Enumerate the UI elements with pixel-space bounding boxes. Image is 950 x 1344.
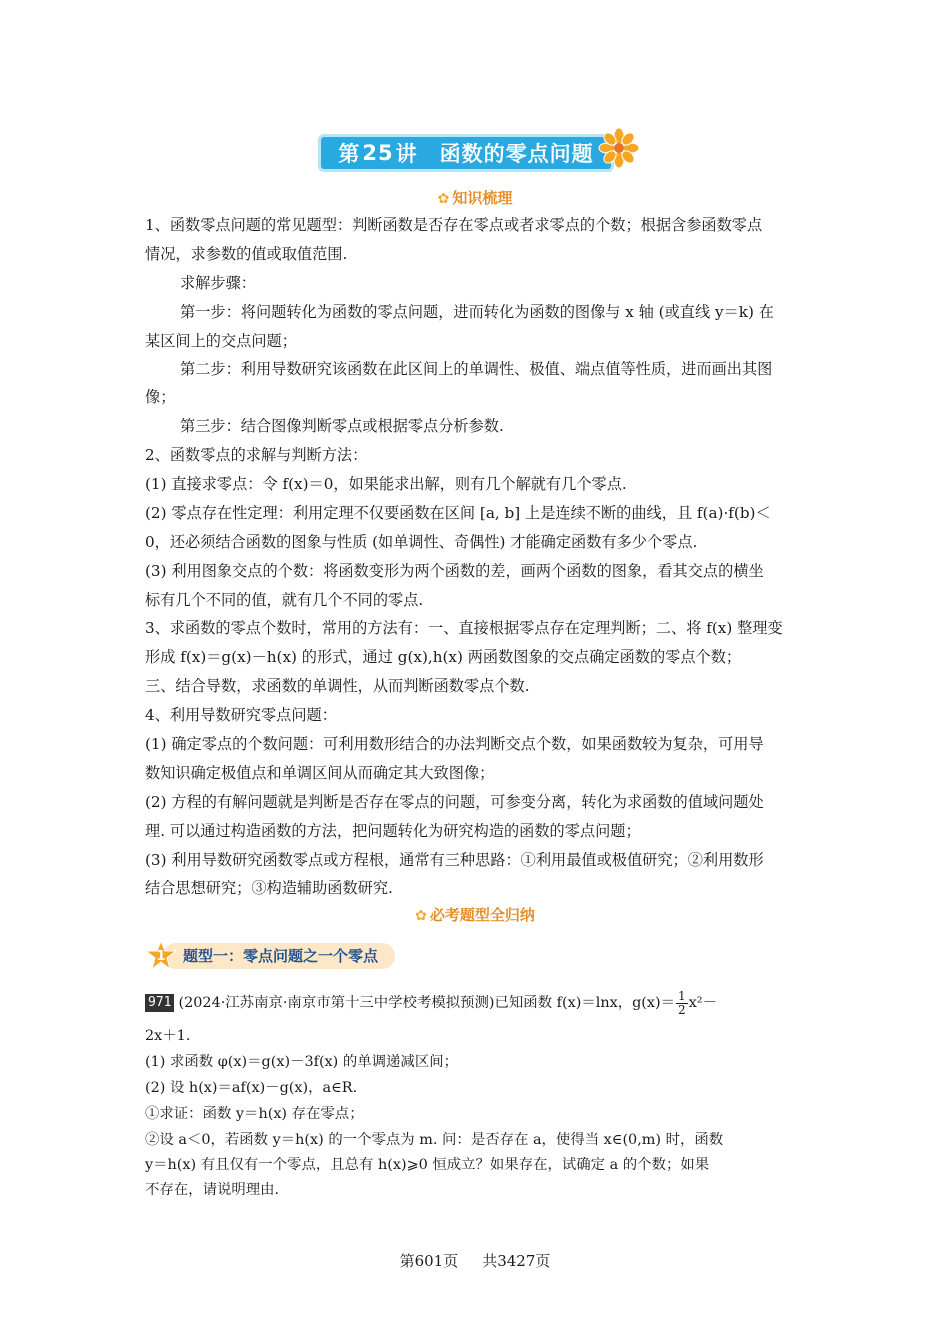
total-pages: 共3427页 xyxy=(482,1252,551,1270)
type-banner xyxy=(145,940,395,972)
body-line: 3、求函数的零点个数时，常用的方法有：一、直接根据零点存在定理判断；二、将 f(x) 整理变 xyxy=(145,619,783,637)
body-line: (3) 利用导数研究函数零点或方程根，通常有三种思路：①利用最值或极值研究；②利用数形 xyxy=(145,851,764,869)
flower-icon xyxy=(595,126,639,170)
problem-part-2: (2) 设 h(x)＝af(x)－g(x)，a∈R. xyxy=(145,1080,358,1096)
page-number: 第601页 xyxy=(399,1252,459,1270)
problem-sub-2a: ②设 a＜0，若函数 y＝h(x) 的一个零点为 m. 问：是否存在 a，使得当 x∈(0,m) 时，函数 xyxy=(145,1132,724,1148)
body-line: 求解步骤： xyxy=(180,274,256,292)
body-line: 第一步：将问题转化为函数的零点问题，进而转化为函数的图像与 x 轴 (或直线 y＝k) 在 xyxy=(180,303,774,321)
lecture-number: 25 xyxy=(362,141,394,165)
body-line: 情况，求参数的值或取值范围. xyxy=(145,245,348,263)
page-footer xyxy=(0,1250,950,1271)
body-line: 4、利用导数研究零点问题： xyxy=(145,706,337,724)
body-line: 结合思想研究；③构造辅助函数研究. xyxy=(145,879,393,897)
type-number: 1 xyxy=(156,949,166,964)
body-line: 数知识确定极值点和单调区间从而确定其大致图像； xyxy=(145,764,495,782)
lecture-title-banner xyxy=(318,134,614,172)
problem-sub-1: ①求证：函数 y＝h(x) 存在零点； xyxy=(145,1106,364,1122)
body-line: 三、结合导数，求函数的单调性，从而判断函数零点个数. xyxy=(145,677,530,695)
problem-part-1: (1) 求函数 φ(x)＝g(x)－3f(x) 的单调递减区间； xyxy=(145,1054,458,1070)
fraction: $\frac{1}{2}$ xyxy=(678,988,686,1017)
lecture-suffix: 讲 xyxy=(395,142,418,166)
body-line: 理. 可以通过构造函数的方法，把问题转化为研究构造的函数的零点问题； xyxy=(145,822,641,840)
body-line: (1) 直接求零点：令 f(x)＝0，如果能求出解，则有几个解就有几个零点. xyxy=(145,475,627,493)
problem-sub-2b: y＝h(x) 有且仅有一个零点，且总有 h(x)⩾0 恒成立？如果存在，试确定 a 的个数；如果 xyxy=(145,1157,710,1173)
body-line: (3) 利用图象交点的个数：将函数变形为两个函数的差，画两个函数的图象，看其交点的横坐 xyxy=(145,562,764,580)
body-line: 2、函数零点的求解与判断方法： xyxy=(145,446,368,464)
type-label: 题型一：零点问题之一个零点 xyxy=(183,947,379,965)
knowledge-heading: ✿ 知识梳理 xyxy=(437,189,513,207)
body-line: (2) 方程的有解问题就是判断是否存在零点的问题，可参变分离，转化为求函数的值域问题处 xyxy=(145,793,764,811)
body-line: 形成 f(x)＝g(x)－h(x) 的形式，通过 g(x),h(x) 两函数图象的交点确定函数的零点个数； xyxy=(145,648,742,666)
body-line: (1) 确定零点的个数问题：可利用数形结合的办法判断交点个数，如果函数较为复杂，可用导 xyxy=(145,735,764,753)
problem-line-2: 2x＋1. xyxy=(145,1028,191,1044)
problem-line-1: 971 (2024·江苏南京·南京市第十三中学校考模拟预测)已知函数 f(x)＝lnx，g(x)＝ $\frac{1}{2}$ x²－ xyxy=(145,989,810,1018)
flower-small-icon: ✿ xyxy=(437,191,450,207)
types-heading: ✿ 必考题型全归纳 xyxy=(415,906,535,924)
lecture-topic: 函数的零点问题 xyxy=(439,142,594,166)
flower-small-icon: ✿ xyxy=(415,908,427,924)
body-line: 某区间上的交点问题； xyxy=(145,332,297,350)
problem-number: 971 xyxy=(145,994,174,1012)
body-line: 1、函数零点问题的常见题型：判断函数是否存在零点或者求零点的个数；根据含参函数零点 xyxy=(145,216,763,234)
body-line: 标有几个不同的值，就有几个不同的零点. xyxy=(145,591,424,609)
lecture-prefix: 第 xyxy=(338,142,361,166)
problem-sub-2c: 不存在，请说明理由. xyxy=(145,1182,280,1198)
body-line: 第三步：结合图像判断零点或根据零点分析参数. xyxy=(180,417,504,435)
body-line: (2) 零点存在性定理：利用定理不仅要函数在区间 [a, b] 上是连续不断的曲线，且 f(a)·f(b)＜ xyxy=(145,504,771,522)
body-line: 0，还必须结合函数的图象与性质 (如单调性、奇偶性) 才能确定函数有多少个零点. xyxy=(145,533,698,551)
body-line: 像； xyxy=(145,388,176,406)
body-line: 第二步：利用导数研究该函数在此区间上的单调性、极值、端点值等性质，进而画出其图 xyxy=(180,360,773,378)
